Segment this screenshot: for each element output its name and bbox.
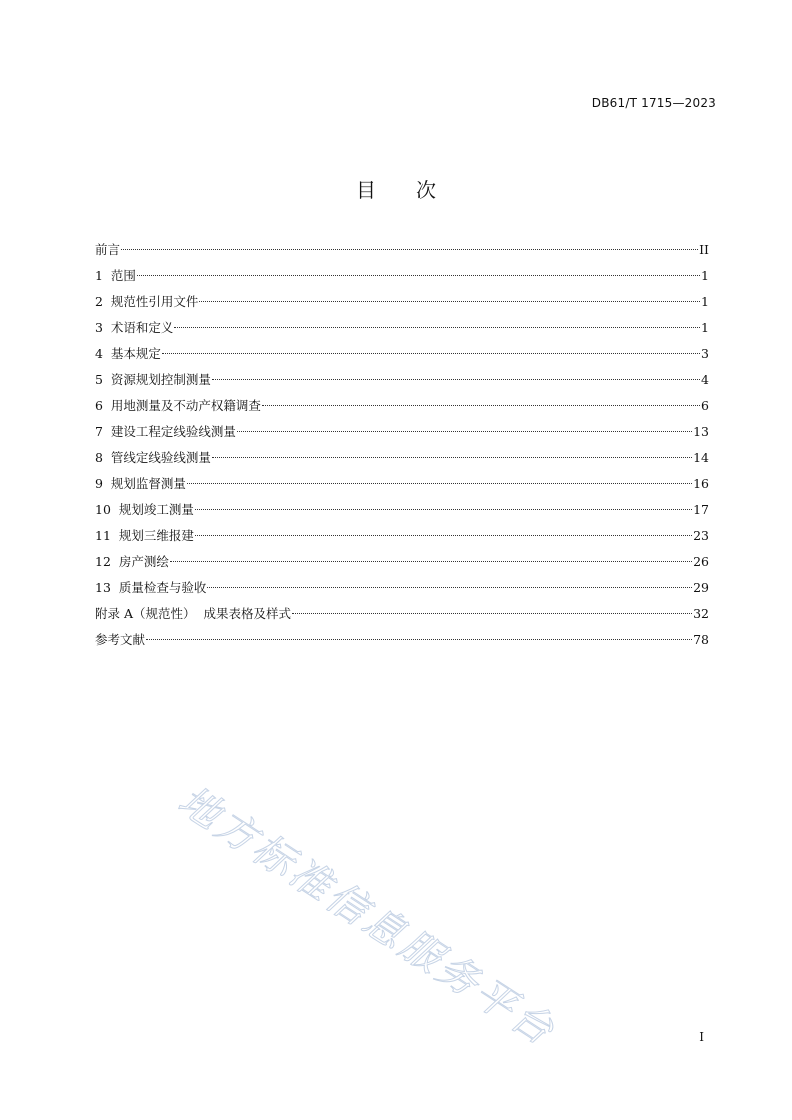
toc-entry-page: 3 xyxy=(701,346,709,361)
toc-entry[interactable] xyxy=(95,523,709,549)
toc-entry[interactable] xyxy=(95,471,709,497)
toc-leader-dots xyxy=(212,379,700,380)
toc-leader-dots xyxy=(121,249,698,250)
standard-number: DB61/T 1715—2023 xyxy=(591,96,716,110)
toc-leader-dots xyxy=(199,301,700,302)
toc-entry-label: 3 术语和定义 xyxy=(95,320,174,335)
toc-entry[interactable] xyxy=(95,367,709,393)
toc-leader-dots xyxy=(212,457,692,458)
toc-entry[interactable] xyxy=(95,237,709,263)
toc-entry[interactable] xyxy=(95,289,709,315)
toc-entry-label: 7 建设工程定线验线测量 xyxy=(95,424,236,439)
toc-entry-page: 23 xyxy=(693,528,709,543)
toc-entry-page: 1 xyxy=(701,294,709,309)
toc-entry-label: 4 基本规定 xyxy=(95,346,161,361)
toc-entry-label: 11 规划三维报建 xyxy=(95,528,194,543)
toc-entry-page: 13 xyxy=(693,424,709,439)
toc-leader-dots xyxy=(174,327,700,328)
toc-entry-page: 14 xyxy=(693,450,709,465)
toc-leader-dots xyxy=(195,509,692,510)
toc-entry-label: 9 规划监督测量 xyxy=(95,476,186,491)
toc-entry-page: 1 xyxy=(701,268,709,283)
toc-entry-label: 6 用地测量及不动产权籍调查 xyxy=(95,398,261,413)
toc-entry-page: 4 xyxy=(701,372,709,387)
toc-entry-label: 参考文献 xyxy=(95,632,146,647)
toc-entry-label: 1 范围 xyxy=(95,268,136,283)
toc-entry-page: 16 xyxy=(693,476,709,491)
toc-entry[interactable] xyxy=(95,263,709,289)
toc-entry-page: 6 xyxy=(701,398,709,413)
toc-leader-dots xyxy=(137,275,700,276)
toc-leader-dots xyxy=(170,561,692,562)
toc-leader-dots xyxy=(195,535,692,536)
toc-entry[interactable] xyxy=(95,315,709,341)
toc-entry-page: 1 xyxy=(701,320,709,335)
toc-entry-page: II xyxy=(699,242,709,257)
toc-entry-label: 8 管线定线验线测量 xyxy=(95,450,211,465)
toc-entry-label: 附录 A（规范性） 成果表格及样式 xyxy=(95,606,291,621)
toc-entry-label: 13 质量检查与验收 xyxy=(95,580,207,595)
watermark: 地方标准信息服务平台 xyxy=(170,777,565,1056)
toc-leader-dots xyxy=(292,613,692,614)
table-of-contents xyxy=(95,237,709,653)
toc-leader-dots xyxy=(146,639,692,640)
toc-leader-dots xyxy=(207,587,692,588)
toc-entry-page: 29 xyxy=(693,580,709,595)
toc-entry-page: 26 xyxy=(693,554,709,569)
toc-entry[interactable] xyxy=(95,627,709,653)
toc-entry-label: 2 规范性引用文件 xyxy=(95,294,199,309)
page-number: I xyxy=(699,1030,704,1044)
toc-entry-page: 78 xyxy=(693,632,709,647)
toc-leader-dots xyxy=(162,353,700,354)
toc-entry-page: 32 xyxy=(693,606,709,621)
toc-entry[interactable] xyxy=(95,393,709,419)
toc-leader-dots xyxy=(187,483,692,484)
toc-entry-page: 17 xyxy=(693,502,709,517)
toc-entry[interactable] xyxy=(95,575,709,601)
toc-entry-label: 12 房产测绘 xyxy=(95,554,169,569)
page-title: 目次 xyxy=(356,178,476,202)
toc-leader-dots xyxy=(262,405,700,406)
toc-entry-label: 10 规划竣工测量 xyxy=(95,502,194,517)
toc-entry-label: 5 资源规划控制测量 xyxy=(95,372,211,387)
toc-entry[interactable] xyxy=(95,549,709,575)
toc-entry[interactable] xyxy=(95,341,709,367)
toc-entry[interactable] xyxy=(95,419,709,445)
toc-leader-dots xyxy=(237,431,692,432)
toc-entry[interactable] xyxy=(95,445,709,471)
toc-entry-label: 前言 xyxy=(95,242,121,257)
toc-entry[interactable] xyxy=(95,497,709,523)
toc-entry[interactable] xyxy=(95,601,709,627)
